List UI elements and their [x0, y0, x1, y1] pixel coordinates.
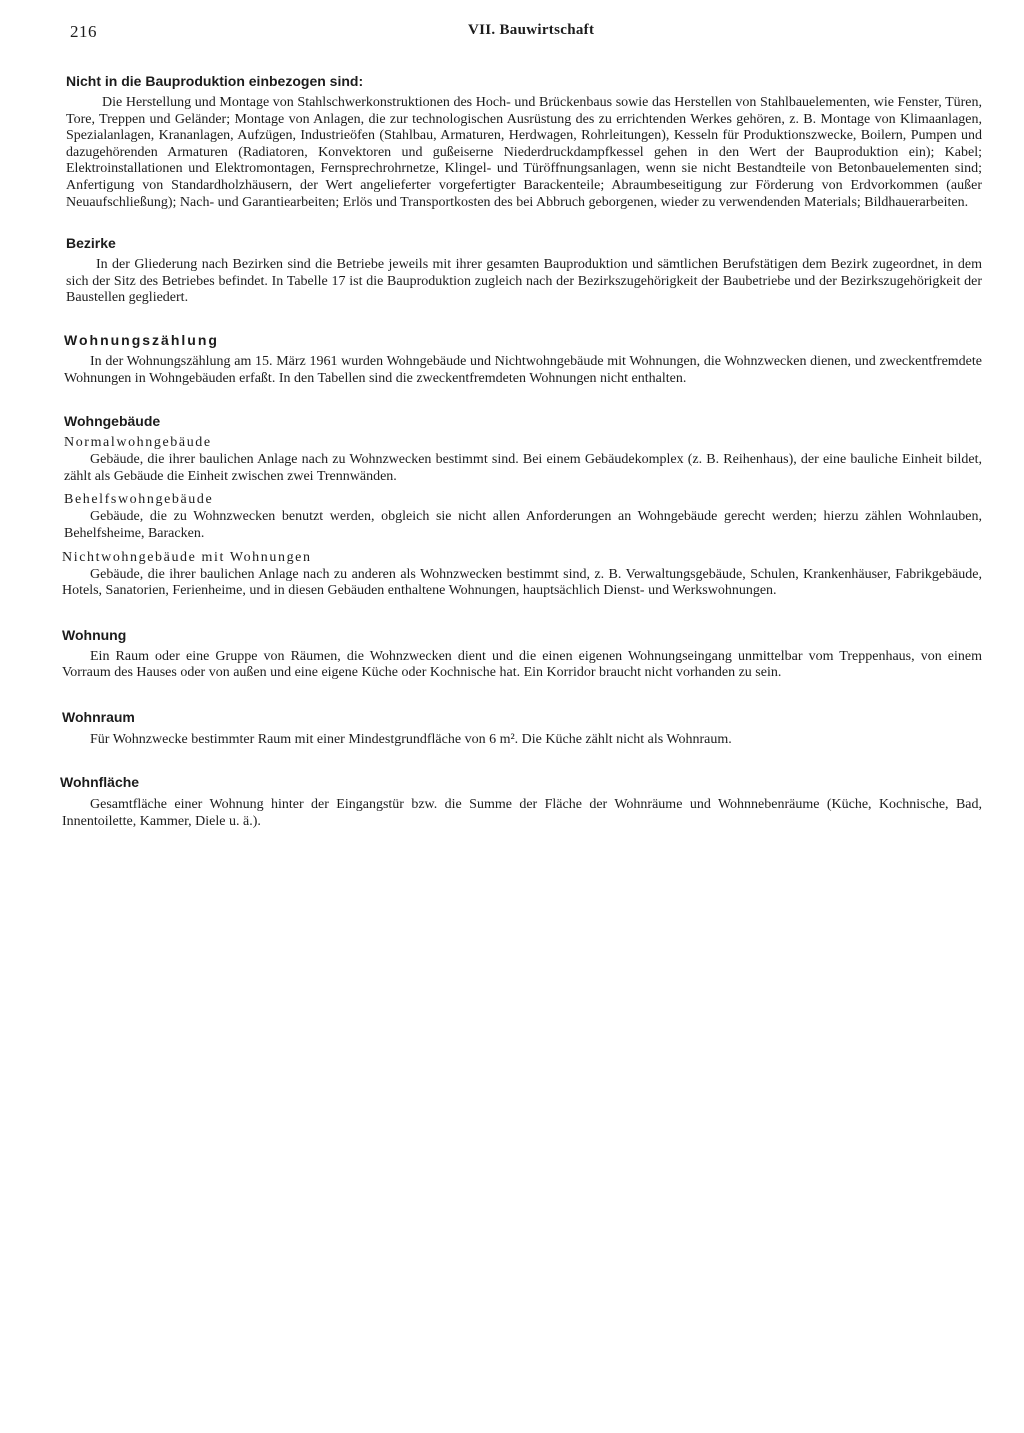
- section-bezirke: [62, 234, 982, 307]
- section-text-excluded: Die Herstellung und Montage von Stahlschwerkonstruktionen des Hoch- und Brückenbaus sowie das Herstellen von Stahlbauelementen, wie Fenster, Türen, Tore, Treppen und Geländer; Montage von Anlagen, die zur technologischen Ausrüstung des zu errichtenden Werkes gehören, z. B. Montage von Klimaanlagen, Spezialanlagen, Krananlagen, Aufzügen, Industrieöfen (Stahlbau, Armaturen, Herdwagen, Rohrleitungen), Kesseln für Produktionszwecke, Boilern, Pumpen und dazugehörenden Armaturen (Radiatoren, Konvektoren und gußeiserne Niederdruckdampfkessel gehen in den Wert der Bauproduktion ein); Kabel; Elektroinstallationen und Elektromontagen, Fernsprechrohrnetze, Klingel- und Türöffnungsanlagen, wenn sie nicht Bestandteile von Betonbauelementen sind; Anfertigung von Standardholzhäusern, der Wert angelieferter vorgefertigter Barackenteile; Abraumbeseitigung zur Förderung von Erdvorkommen (außer Neuaufschließung); Nach- und Garantiearbeiten; Erlös und Transportkosten des bei Abbruch geborgenen, wieder zu verwendenden Materials; Bildhauerarbeiten.: [66, 95, 982, 210]
- subheading-behelfswohngebaeude: Behelfswohngebäude: [64, 492, 214, 508]
- section-text-bezirke: In der Gliederung nach Bezirken sind die Betriebe jeweils mit ihrer gesamten Bauproduktion und sämtlichen Berufstätigen dem Bezirk zugeordnet, in dem sich der Sitz des Betriebes befindet. In Tabelle 17 ist die Bauproduktion zugleich nach der Bezirkszugehörigkeit der Baubetriebe und der Bezirkszugehörigkeit der Baustellen gegliedert.: [66, 257, 982, 306]
- section-heading-wohnung: Wohnung: [62, 626, 127, 643]
- section-excluded: [62, 72, 982, 211]
- section-heading-bezirke: Bezirke: [66, 235, 116, 252]
- section-heading-excluded: Nicht in die Bauproduktion einbezogen sind:: [66, 73, 364, 89]
- document-page: [62, 22, 982, 831]
- text-nichtwohngebaeude: Gebäude, die ihrer baulichen Anlage nach zu anderen als Wohnzwecken bestimmt sind, z. B. Verwaltungsgebäude, Schulen, Krankenhäuser, Fabrikgebäude, Hotels, Sanatorien, Ferienheime, und in diesen Gebäuden enthaltene Wohnungen, hauptsächlich Dienst- und Werkswohnungen.: [62, 566, 982, 599]
- text-normalwohngebaeude: Gebäude, die ihrer baulichen Anlage nach zu Wohnzwecken bestimmt sind. Bei einem Gebäudekomplex (z. B. Reihenhaus), der eine bauliche Einheit bildet, zählt als Gebäude die Einheit zwischen zwei Trennwänden.: [64, 452, 982, 484]
- section-wohnraum: [62, 708, 982, 749]
- text-behelfswohngebaeude: Gebäude, die zu Wohnzwecken benutzt werden, obgleich sie nicht allen Anforderungen an Wohngebäude gerecht werden; hierzu zählen Wohnlauben, Behelfsheime, Baracken.: [64, 509, 982, 541]
- section-wohnung: [62, 626, 982, 682]
- section-heading-wohnraum: Wohnraum: [62, 708, 135, 725]
- section-text-wohnung: Ein Raum oder eine Gruppe von Räumen, die Wohnzwecken dient und die einen eigenen Wohnungseingang unmittelbar vom Treppenhaus, von einem Vorraum des Hauses oder von außen und eine eigene Küche oder Kochnische hat. Ein Korridor braucht nicht vorhanden zu sein.: [62, 648, 982, 681]
- subheading-normalwohngebaeude: Normalwohngebäude: [64, 435, 212, 451]
- running-header: [62, 22, 982, 44]
- section-wohnflaeche: [62, 773, 982, 830]
- chapter-title: VII. Bauwirtschaft: [468, 22, 595, 38]
- section-text-wohnungszaehlung: In der Wohnungszählung am 15. März 1961 wurden Wohngebäude und Nichtwohngebäude mit Wohnungen, die Wohnzwecken dienen, und zweckentfremdete Wohnungen in Wohngebäuden erfaßt. In den Tabellen sind die zweckentfremdeten Wohnungen nicht enthalten.: [64, 353, 982, 386]
- page-number: 216: [70, 22, 97, 41]
- section-wohnungszaehlung: [62, 331, 982, 387]
- subheading-nichtwohngebaeude: Nichtwohngebäude mit Wohnungen: [62, 549, 312, 565]
- section-heading-wohnflaeche: Wohnfläche: [60, 774, 140, 791]
- section-text-wohnflaeche: Gesamtfläche einer Wohnung hinter der Eingangstür bzw. die Summe der Fläche der Wohnräume und Wohnnebenräume (Küche, Kochnische, Bad, Innentoilette, Kammer, Diele u. ä.).: [62, 797, 982, 830]
- section-wohngebaeude: [62, 412, 982, 600]
- section-heading-wohngebaeude: Wohngebäude: [64, 413, 161, 430]
- section-text-wohnraum: Für Wohnzwecke bestimmter Raum mit einer Mindestgrundfläche von 6 m². Die Küche zählt nicht als Wohnraum.: [90, 731, 732, 747]
- section-heading-wohnungszaehlung: Wohnungszählung: [64, 331, 219, 348]
